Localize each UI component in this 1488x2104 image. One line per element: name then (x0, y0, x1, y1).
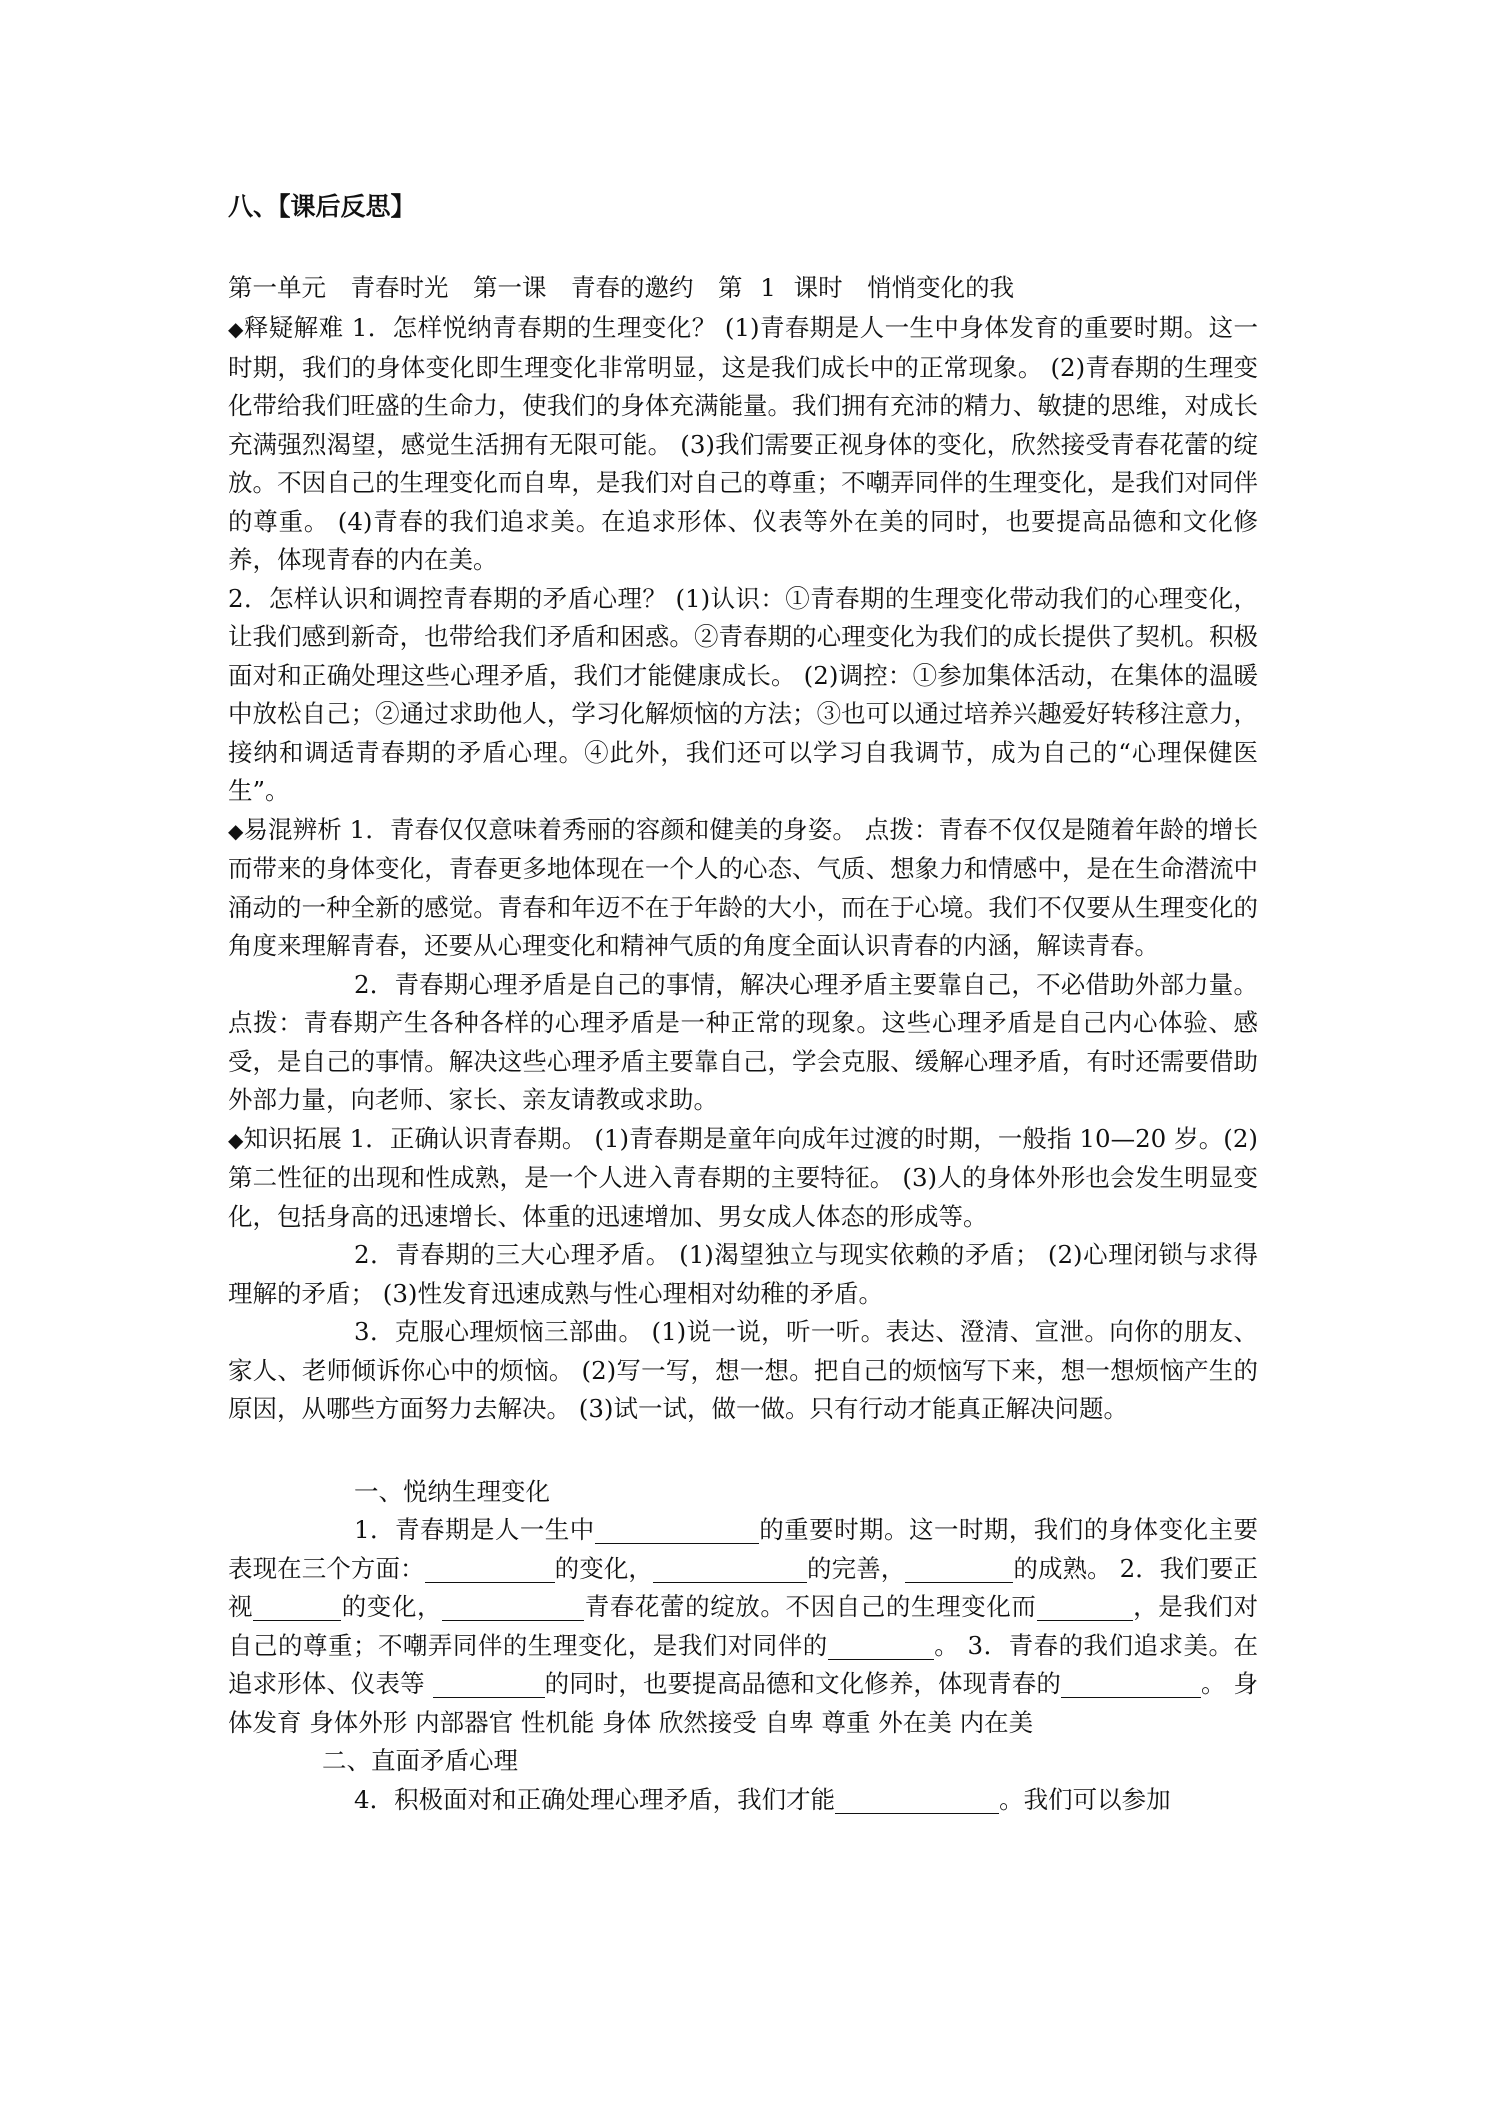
fill-blank[interactable] (1061, 1669, 1201, 1698)
spacer (228, 1429, 1258, 1473)
exercise-text: 的完善， (806, 1553, 906, 1583)
exercise-text: 的变化， (341, 1592, 443, 1621)
diamond-bullet-icon: ◆ (228, 1127, 244, 1152)
qa-paragraph-1 (228, 309, 1258, 580)
section-heading: 八、【课后反思】 (228, 192, 416, 221)
qa-text-3: 易混辨析 1．青春仅仅意味着秀丽的容颜和健美的身姿。 点拨：青春不仅仅是随着年龄的增长而带来的身体变化，青春更多地体现在一个人的心态、气质、想象力和情感中，是在生命潜流中涌动的一种全新的感觉。青春和年迈不在于年龄的大小，而在于心境。我们不仅要从生理变化的角度来理解青春，还要从心理变化和精神气质的角度全面认识青春的内涵，解读青春。 (228, 814, 1258, 960)
exercise-text: 。 身体发育 身体外形 内部器官 性机能 身体 欣然接受 自卑 尊重 外在美 内在美 (228, 1669, 1258, 1737)
qa-paragraph-4: 2．青春期心理矛盾是自己的事情，解决心理矛盾主要靠自己，不必借助外部力量。 点拨：青春期产生各种各样的心理矛盾是一种正常的现象。这些心理矛盾是自己内心体验、感受，是自己的事情。解决这些心理矛盾主要靠自己，学会克服、缓解心理矛盾，有时还需要借助外部力量，向老师、家长、亲友请教或求助。 (228, 969, 1258, 1114)
diamond-bullet-icon: ◆ (228, 317, 244, 341)
exercise-heading-2: 二、直面矛盾心理 (322, 1746, 518, 1775)
fill-blank[interactable] (835, 1785, 999, 1814)
exercise-text: 。我们可以参加 (999, 1784, 1171, 1814)
fill-blank[interactable] (1037, 1592, 1133, 1621)
document-page (228, 176, 1258, 1819)
fill-blank[interactable] (425, 1554, 555, 1583)
fill-blank[interactable] (253, 1592, 341, 1621)
fill-blank[interactable] (442, 1592, 584, 1621)
exercise-text: 的成熟。 2．我们要正视 (228, 1553, 1259, 1621)
exercise-text: 1．青春期是人一生中 (354, 1515, 595, 1544)
qa-text-5: 知识拓展 1．正确认识青春期。 (1)青春期是童年向成年过渡的时期，一般指 10—20 岁。(2)第二性征的出现和性成熟，是一个人进入青春期的主要特征。 (3)人的身体外形也会发生明显变化，包括身高的迅速增长、体重的迅速增加、男女成人体态的形成等。 (228, 1123, 1258, 1231)
exercise-heading-1: 一、悦纳生理变化 (354, 1476, 550, 1506)
exercise-text: 的同时，也要提高品德和文化修养，体现青春的 (544, 1669, 1061, 1698)
lesson-title: 第一单元 青春时光 第一课 青春的邀约 第 1 课时 悄悄变化的我 (228, 272, 1015, 302)
exercise-text: 的变化， (554, 1553, 653, 1583)
fill-blank[interactable] (828, 1631, 934, 1660)
exercise-text: 的重要时期。这一时期，我们的身体变化主要表现在三个方面： (228, 1515, 1259, 1583)
qa-paragraph-6: 2．青春期的三大心理矛盾。 (1)渴望独立与现实依赖的矛盾； (2)心理闭锁与求得理解的矛盾； (3)性发育迅速成熟与性心理相对幼稚的矛盾。 (228, 1240, 1258, 1308)
qa-paragraph-5 (228, 1120, 1258, 1237)
exercise-paragraph-4 (228, 1781, 1258, 1820)
qa-paragraph-2: 2．怎样认识和调控青春期的矛盾心理？ (1)认识：①青春期的生理变化带动我们的心理变化，让我们感到新奇，也带给我们矛盾和困惑。②青春期的心理变化为我们的成长提供了契机。积极面对和正确处理这些心理矛盾，我们才能健康成长。 (2)调控：①参加集体活动，在集体的温暖中放松自己；②通过求助他人，学习化解烦恼的方法；③也可以通过培养兴趣爱好转移注意力，接纳和调适青春期的矛盾心理。④此外，我们还可以学习自我调节，成为自己的“心理保健医生”。 (228, 583, 1258, 805)
fill-blank[interactable] (433, 1669, 545, 1698)
fill-blank[interactable] (653, 1554, 807, 1583)
exercise-text: 4．积极面对和正确处理心理矛盾，我们才能 (354, 1784, 836, 1814)
diamond-bullet-icon: ◆ (228, 818, 244, 843)
exercise-text: ，是我们对自己的尊重；不嘲弄同伴的生理变化，是我们对同伴的 (228, 1592, 1259, 1660)
fill-blank[interactable] (905, 1554, 1013, 1583)
qa-text-1: 释疑解难 1．怎样悦纳青春期的生理变化？ (1)青春期是人一生中身体发育的重要时期。这一时期，我们的身体变化即生理变化非常明显，这是我们成长中的正常现象。 (2)青春期的生理变化带给我们旺盛的生命力，使我们的身体充满能量。我们拥有充沛的精力、敏捷的思维，对成长充满强烈渴望，感觉生活拥有无限可能。 (3)我们需要正视身体的变化，欣然接受青春花蕾的绽放。不因自己的生理变化而自卑，是我们对自己的尊重；不嘲弄同伴的生理变化，是我们对同伴的尊重。 (4)青春的我们追求美。在追求形体、仪表等外在美的同时，也要提高品德和文化修养，体现青春的内在美。 (228, 313, 1258, 574)
exercise-paragraph-1 (228, 1511, 1258, 1742)
exercise-text: 。 3．青春的我们追求美。在追求形体、仪表等 (228, 1630, 1259, 1698)
qa-paragraph-7: 3．克服心理烦恼三部曲。 (1)说一说，听一听。表达、澄清、宣泄。向你的朋友、家人、老师倾诉你心中的烦恼。 (2)写一写，想一想。把自己的烦恼写下来，想一想烦恼产生的原因，从哪些方面努力去解决。 (3)试一试，做一做。只有行动才能真正解决问题。 (228, 1317, 1258, 1423)
fill-blank[interactable] (595, 1515, 759, 1544)
exercise-text: 青春花蕾的绽放。不因自己的生理变化而 (584, 1592, 1037, 1621)
qa-paragraph-3 (228, 811, 1258, 966)
